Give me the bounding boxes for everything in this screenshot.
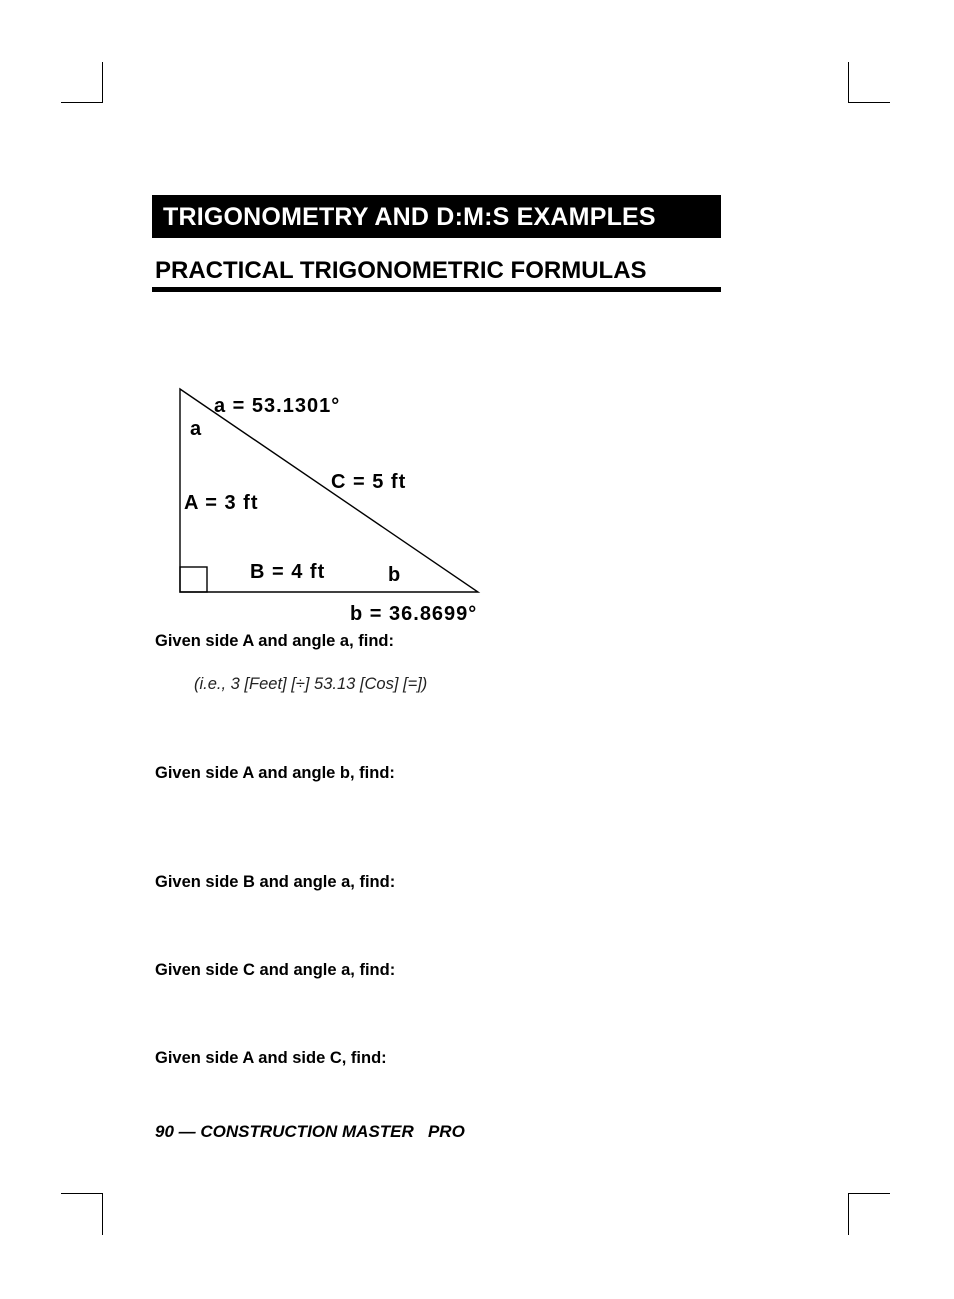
page-footer: 90 — CONSTRUCTION MASTER PRO	[155, 1122, 465, 1141]
right-angle-marker	[180, 567, 207, 592]
crop-mark-top-right-h	[848, 102, 890, 103]
vertex-b-label: b	[388, 564, 401, 586]
side-c-label: C = 5 ft	[331, 471, 407, 493]
right-triangle	[180, 389, 478, 592]
crop-mark-top-left-h	[61, 102, 103, 103]
formula-prompt-b-angle-a: Given side B and angle a, find:	[155, 873, 396, 891]
crop-mark-top-left-v	[102, 62, 103, 103]
crop-mark-bottom-right-v	[848, 1193, 849, 1235]
vertex-a-label: a	[190, 418, 202, 440]
crop-mark-bottom-left-v	[102, 1193, 103, 1235]
side-a-label: A = 3 ft	[184, 492, 259, 514]
section-title: TRIGONOMETRY AND D:M:S EXAMPLES	[152, 195, 721, 238]
crop-mark-bottom-right-h	[848, 1193, 890, 1194]
crop-mark-top-right-v	[848, 62, 849, 103]
formula-example-keystrokes: (i.e., 3 [Feet] [÷] 53.13 [Cos] [=])	[194, 675, 428, 693]
triangle-diagram	[170, 380, 510, 630]
angle-a-label: a = 53.1301°	[214, 395, 341, 417]
formula-prompt-a-side-c: Given side A and side C, find:	[155, 1049, 387, 1067]
crop-mark-bottom-left-h	[61, 1193, 103, 1194]
formula-prompt-a-angle-a: Given side A and angle a, find:	[155, 632, 394, 650]
side-b-label: B = 4 ft	[250, 561, 326, 583]
formula-prompt-c-angle-a: Given side C and angle a, find:	[155, 961, 396, 979]
formula-prompt-a-angle-b: Given side A and angle b, find:	[155, 764, 395, 782]
angle-b-label: b = 36.8699°	[350, 603, 478, 625]
page-subtitle: PRACTICAL TRIGONOMETRIC FORMULAS	[152, 255, 721, 292]
